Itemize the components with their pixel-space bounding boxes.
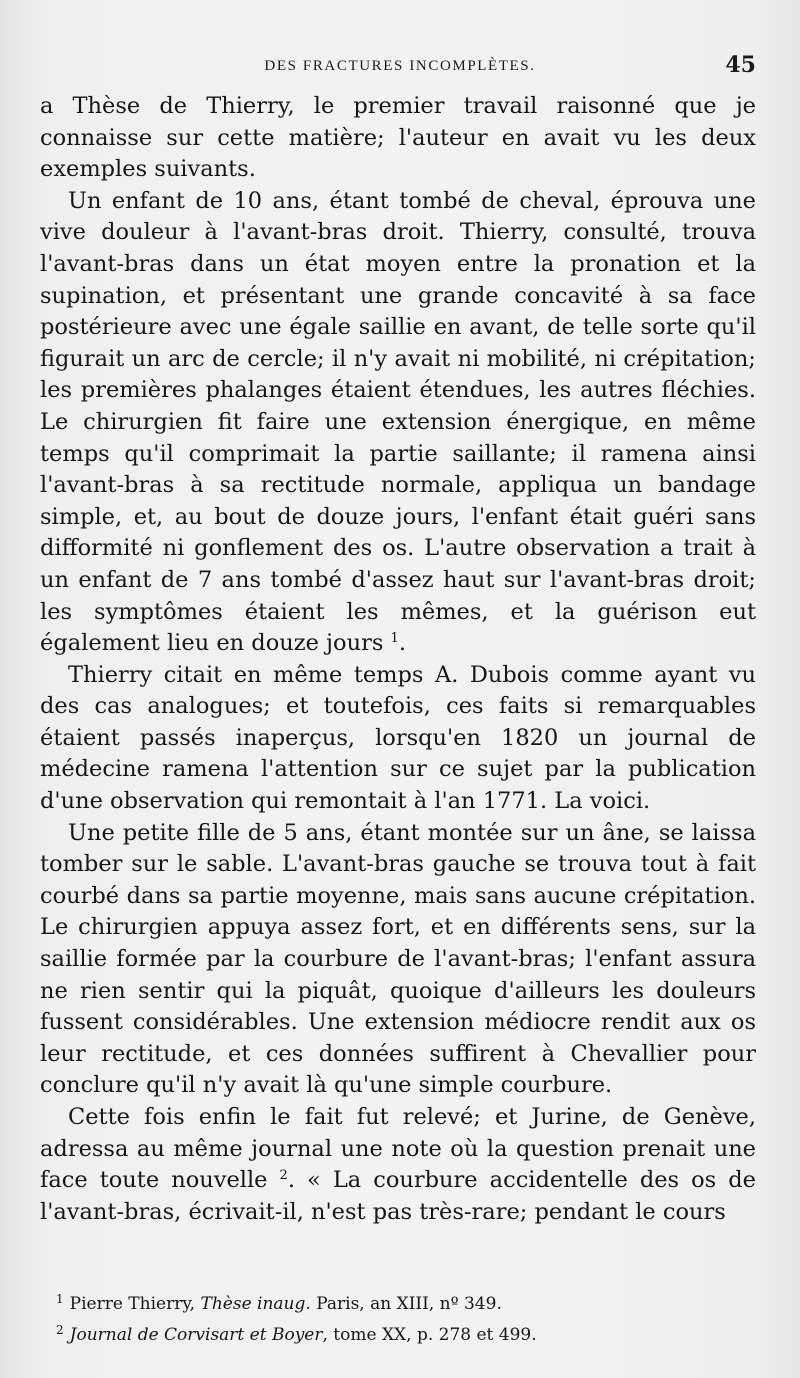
running-head xyxy=(44,52,756,84)
paragraph: Une petite fille de 5 ans, étant montée sur un âne, se laissa tomber sur le sable. L'avant-bras gauche se trouva tout à fait courbé dans sa partie moyenne, mais sans aucune crépitation. Le chirurgien appuya assez fort, et en différents sens, sur la saillie formée par la courbure de l'avant-bras; l'enfant assura ne rien sentir qui la piquât, quoique d'ailleurs les douleurs fussent considérables. Une extension médiocre rendit aux os leur rectitude, et ces données suffirent à Chevallier pour conclure qu'il n'y avait là qu'une simple courbure. xyxy=(40,819,756,1099)
footnote-text: Pierre Thierry, xyxy=(69,1294,201,1314)
paragraph-text: Un enfant de 10 ans, étant tombé de cheval, éprouva une vive douleur à l'avant-bras droit. Thierry, consulté, trouva l'avant-bras dans un état moyen entre la pronation et la supination, et présentant une grande concavité à sa face postérieure avec une égale saillie en avant, de telle sorte qu'il figurait un arc de cercle; il n'y avait ni mobilité, ni crépitation; les premières phalanges étaient étendues, les autres fléchies. Le chirurgien fit faire une extension énergique, en même temps qu'il comprimait la partie saillante; il ramena ainsi l'avant-bras à sa rectitude normale, appliqua un bandage simple, et, au bout de douze jours, l'enfant était guéri sans difformité ni gonflement des os. L'autre observation a trait à un enfant de 7 ans tombé d'assez haut sur l'avant-bras droit; les symptômes étaient les mêmes, et la guérison eut également lieu en douze jours xyxy=(40,187,756,657)
footnote-text: , tome XX, p. 278 et 499. xyxy=(322,1325,537,1345)
footnote xyxy=(56,1317,756,1348)
paragraph: Un enfant de 10 ans, étant tombé de cheval, éprouva une vive douleur à l'avant-bras droit. Thierry, consulté, trouva l'avant-bras dans un état moyen entre la pronation et la supination, et présentant une grande concavité à sa face postérieure avec une égale saillie en avant, de telle sorte qu'il figurait un arc de cercle; il n'y avait ni mobilité, ni crépitation; les premières phalanges étaient étendues, les autres fléchies. Le chirurgien fit faire une extension énergique, en même temps qu'il comprimait la partie saillante; il ramena ainsi l'avant-bras à sa rectitude normale, appliqua un bandage simple, et, au bout de douze jours, l'enfant était guéri sans difformité ni gonflement des os. L'autre observation a trait à un enfant de 7 ans tombé d'assez haut sur l'avant-bras droit; les symptômes étaient les mêmes, et la guérison eut également lieu en douze jours $^1$. xyxy=(40,187,756,657)
footnote-mark: 2 xyxy=(56,1323,64,1337)
running-title: DES FRACTURES INCOMPLÈTES. xyxy=(264,58,536,74)
paragraph: Thierry citait en même temps A. Dubois comme ayant vu des cas analogues; et toutefois, ces faits si remarquables étaient passés inaperçus, lorsqu'en 1820 un journal de médecine ramena l'attention sur ce sujet par la publication d'une observation qui remontait à l'an 1771. La voici. xyxy=(40,661,756,815)
paragraph: Cette fois enfin le fait fut relevé; et Jurine, de Genève, adressa au même journal une note où la question prenait une face toute nouvelle $^2$. « La courbure accidentelle des os de l'avant-bras, écrivait-il, n'est pas très-rare; pendant le cours xyxy=(40,1104,756,1225)
footnotes xyxy=(56,1286,756,1348)
footnote-ref: 1 xyxy=(390,631,399,647)
footnote-text: Paris, an XIII, nº 349. xyxy=(310,1294,502,1314)
footnote-mark: 1 xyxy=(56,1292,64,1306)
footnote-ref: 2 xyxy=(279,1168,288,1184)
paragraph-text: « La courbure accidentelle des os de l'avant-bras, écrivait-il, n'est pas très-rare; pendant le cours xyxy=(40,1167,756,1225)
page-number: 45 xyxy=(725,52,756,78)
body-text xyxy=(40,91,756,1228)
footnote-title: Thèse inaug. xyxy=(200,1294,311,1314)
paragraph-text: Cette fois enfin le fait fut relevé; et Jurine, de Genève, adressa au même journal une note où la question prenait une face toute nouvelle xyxy=(40,1104,756,1194)
paragraph-continued: a Thèse de Thierry, le premier travail raisonné que je connaisse sur cette matière; l'auteur en avait vu les deux exemples suivants. xyxy=(40,93,756,183)
footnote-title: Journal de Corvisart et Boyer xyxy=(69,1325,323,1345)
footnote xyxy=(56,1286,756,1317)
